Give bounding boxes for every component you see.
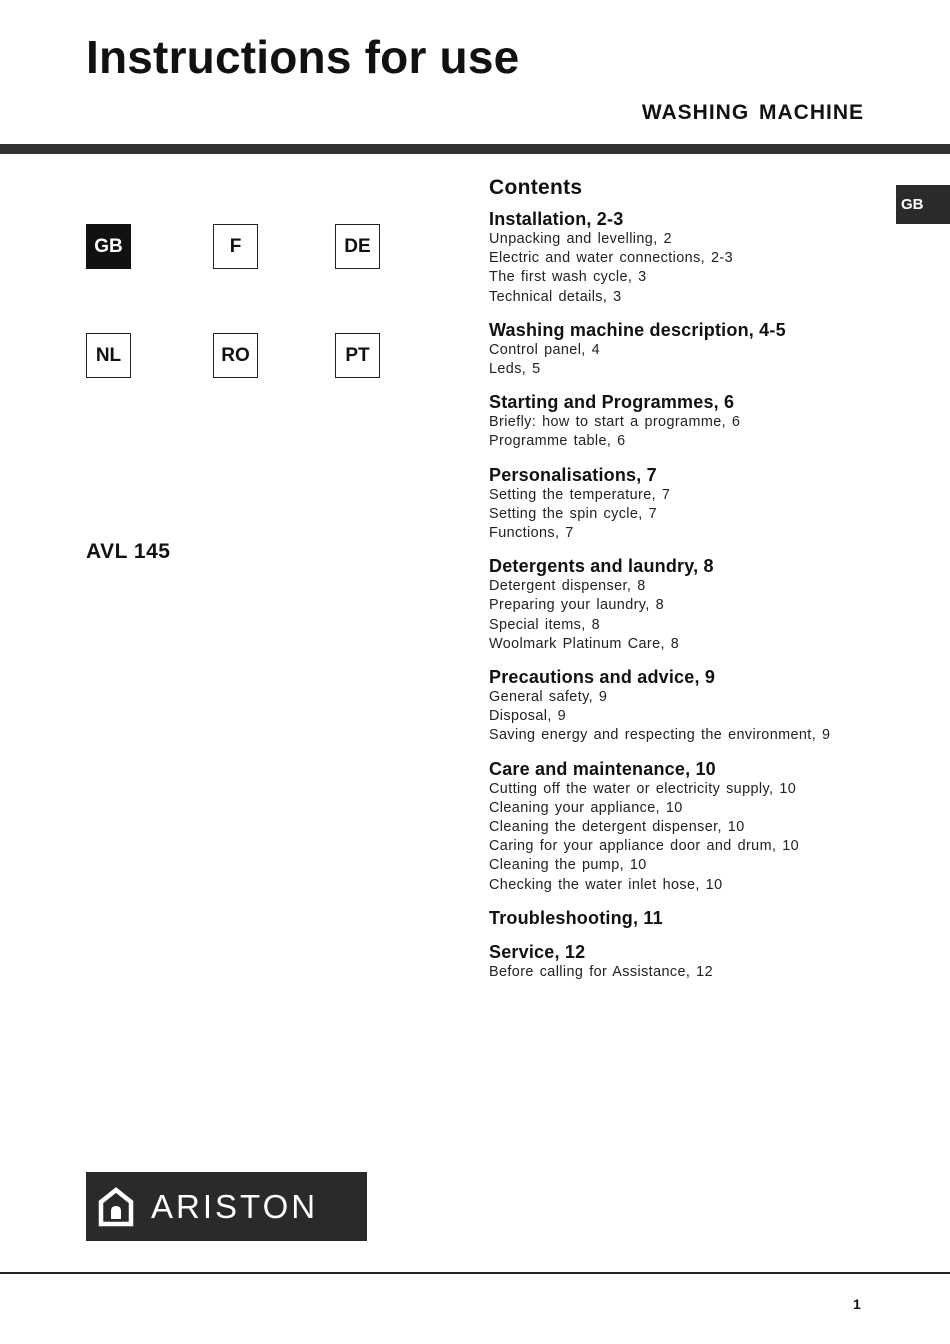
toc-section <box>489 556 929 654</box>
toc-entry[interactable]: Setting the temperature, 7 <box>489 486 671 503</box>
toc-entry[interactable]: Cleaning your appliance, 10 <box>489 799 683 816</box>
page-title: Instructions for use <box>86 31 520 83</box>
language-box-nl[interactable]: NL <box>86 333 131 378</box>
toc-section-title[interactable]: Personalisations, 7 <box>489 464 657 485</box>
house-icon <box>98 1187 134 1227</box>
toc-entry[interactable]: Saving energy and respecting the environment, 9 <box>489 727 831 744</box>
toc-entry[interactable]: Before calling for Assistance, 12 <box>489 963 713 980</box>
toc-section-title[interactable]: Service, 12 <box>489 941 586 962</box>
model-number: AVL 145 <box>86 540 171 563</box>
toc-entry[interactable]: Woolmark Platinum Care, 8 <box>489 635 680 652</box>
toc-entry[interactable]: Leds, 5 <box>489 361 541 378</box>
language-side-tab: GB <box>896 185 950 224</box>
toc-entry[interactable]: Disposal, 9 <box>489 708 567 725</box>
toc-section <box>489 942 929 982</box>
toc-section <box>489 392 929 451</box>
toc-section <box>489 320 929 379</box>
product-type: WASHING MACHINE <box>641 101 864 124</box>
toc-section-title[interactable]: Installation, 2-3 <box>489 209 624 229</box>
language-box-de[interactable]: DE <box>335 224 380 269</box>
toc-section <box>489 209 929 307</box>
toc-entry[interactable]: Preparing your laundry, 8 <box>489 597 665 614</box>
toc-section <box>489 759 929 895</box>
footer-divider <box>0 1272 950 1274</box>
brand-logo <box>86 1172 367 1241</box>
toc-entry[interactable]: Caring for your appliance door and drum, 10 <box>489 838 800 855</box>
language-box-gb[interactable]: GB <box>86 224 131 269</box>
toc-entry[interactable]: Checking the water inlet hose, 10 <box>489 876 723 893</box>
toc-section <box>489 667 929 746</box>
toc-entry[interactable]: Control panel, 4 <box>489 341 600 358</box>
toc-entry[interactable]: Programme table, 6 <box>489 433 626 450</box>
toc-entry[interactable]: Cleaning the detergent dispenser, 10 <box>489 819 745 836</box>
language-box-f[interactable]: F <box>213 224 258 269</box>
contents-heading: Contents <box>489 176 583 199</box>
toc-section-title[interactable]: Washing machine description, 4-5 <box>489 319 786 340</box>
toc-entry[interactable]: Briefly: how to start a programme, 6 <box>489 414 741 431</box>
language-box-pt[interactable]: PT <box>335 333 380 378</box>
toc-entry[interactable]: General safety, 9 <box>489 689 608 706</box>
language-box-ro[interactable]: RO <box>213 333 258 378</box>
toc-section-title[interactable]: Detergents and laundry, 8 <box>489 556 714 577</box>
toc-section-title[interactable]: Care and maintenance, 10 <box>489 758 716 779</box>
toc-section-title[interactable]: Troubleshooting, 11 <box>489 907 663 928</box>
toc-entry[interactable]: Electric and water connections, 2-3 <box>489 250 733 267</box>
brand-name: ARISTON <box>151 1187 319 1225</box>
toc-section <box>489 465 929 544</box>
toc-entry[interactable]: Special items, 8 <box>489 616 600 633</box>
toc-entry[interactable]: Technical details, 3 <box>489 288 622 305</box>
toc-section-title[interactable]: Precautions and advice, 9 <box>489 667 716 688</box>
toc-entry[interactable]: Functions, 7 <box>489 525 574 542</box>
table-of-contents <box>489 176 929 995</box>
page-number: 1 <box>853 1296 861 1312</box>
header-divider <box>0 144 950 154</box>
toc-section <box>489 908 929 929</box>
toc-entry[interactable]: Unpacking and levelling, 2 <box>489 231 672 247</box>
toc-entry[interactable]: Cleaning the pump, 10 <box>489 857 647 874</box>
toc-sections <box>489 209 929 982</box>
toc-entry[interactable]: Detergent dispenser, 8 <box>489 578 646 595</box>
toc-section-title[interactable]: Starting and Programmes, 6 <box>489 392 735 413</box>
toc-entry[interactable]: The first wash cycle, 3 <box>489 269 647 286</box>
toc-entry[interactable]: Setting the spin cycle, 7 <box>489 505 657 522</box>
toc-entry[interactable]: Cutting off the water or electricity supply, 10 <box>489 780 797 797</box>
